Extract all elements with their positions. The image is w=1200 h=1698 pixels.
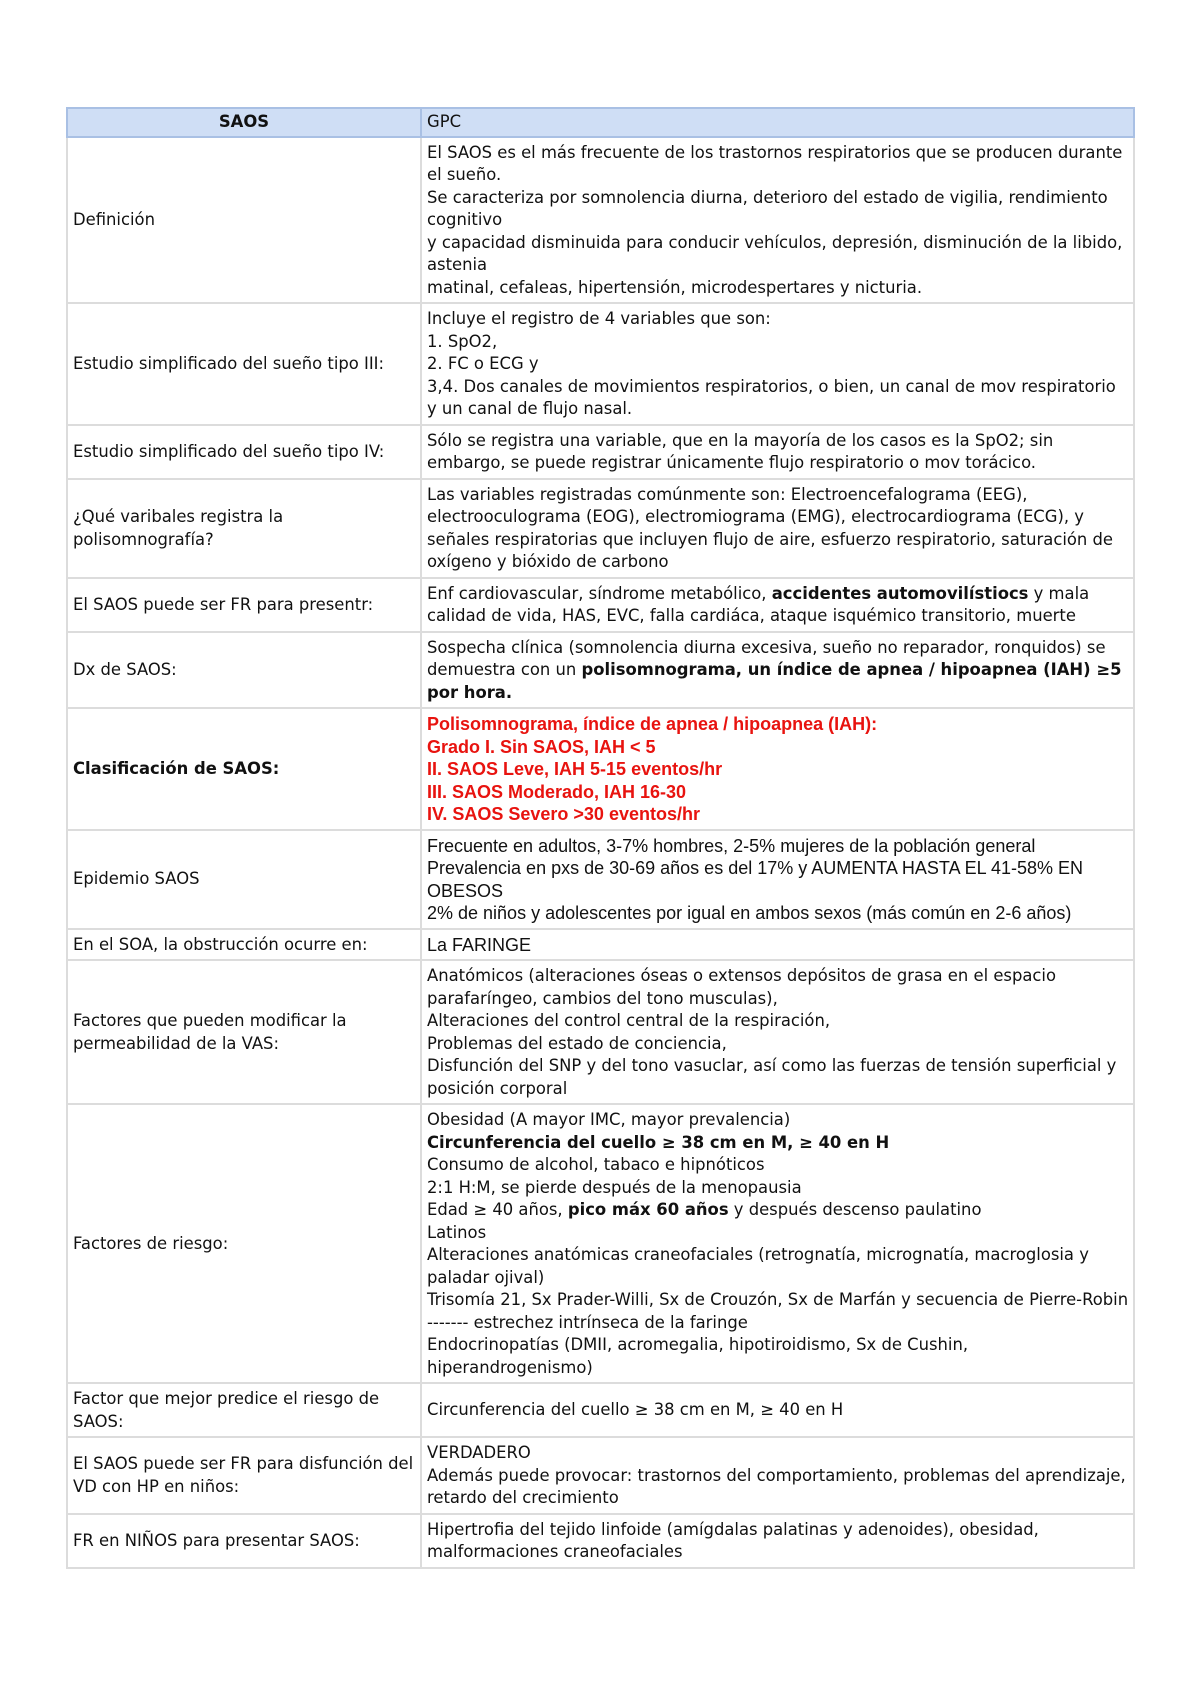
answer-line: Disfunción del SNP y del tono vasuclar, así como las fuerzas de tensión superficial y posición corporal xyxy=(427,1056,1117,1098)
answer-line: Se caracteriza por somnolencia diurna, deterioro del estado de vigilia, rendimiento cognitivo xyxy=(427,187,1108,229)
answer-line: Prevalencia en pxs de 30-69 años es del 17% y AUMENTA HASTA EL 41-58% EN OBESOS xyxy=(427,858,1084,901)
row-question: ¿Qué varibales registra la polisomnografía? xyxy=(67,479,421,578)
answer-text: Sospecha clínica (somnolencia diurna excesiva, sueño no reparador, ronquidos) se demuestra con un xyxy=(427,637,1106,679)
answer-bold-text: polisomnograma, un índice de apnea / hipoapnea (IAH) ≥5 por hora. xyxy=(427,660,1122,702)
classification-line: II. SAOS Leve, IAH 5-15 eventos/hr xyxy=(427,759,723,779)
table-row xyxy=(67,1514,1134,1568)
row-question: Estudio simplificado del sueño tipo IV: xyxy=(67,425,421,479)
row-question: Factor que mejor predice el riesgo de SAOS: xyxy=(67,1383,421,1437)
answer-line xyxy=(427,1199,1129,1222)
row-question: FR en NIÑOS para presentar SAOS: xyxy=(67,1514,421,1568)
row-answer: Hipertrofia del tejido linfoide (amígdalas palatinas y adenoides), obesidad, malformaciones craneofaciales xyxy=(421,1514,1134,1568)
answer-line: Consumo de alcohol, tabaco e hipnóticos xyxy=(427,1155,765,1174)
answer-line: Además puede provocar: trastornos del comportamiento, problemas del aprendizaje, retardo del crecimiento xyxy=(427,1465,1126,1507)
row-question: El SAOS puede ser FR para disfunción del VD con HP en niños: xyxy=(67,1437,421,1514)
row-answer xyxy=(421,137,1134,304)
answer-line: Incluye el registro de 4 variables que son: xyxy=(427,309,771,328)
answer-line: El SAOS es el más frecuente de los trastornos respiratorios que se producen durante el sueño. xyxy=(427,142,1123,184)
row-answer xyxy=(421,708,1134,830)
row-answer xyxy=(421,632,1134,709)
answer-line: Alteraciones del control central de la respiración, xyxy=(427,1011,831,1030)
row-question: Dx de SAOS: xyxy=(67,632,421,709)
answer-line: 2. FC o ECG y xyxy=(427,354,539,373)
classification-line: Polisomnograma, índice de apnea / hipoapnea (IAH): xyxy=(427,714,878,734)
table-row xyxy=(67,479,1134,578)
classification-line: Grado I. Sin SAOS, IAH < 5 xyxy=(427,736,656,757)
row-answer xyxy=(421,303,1134,425)
answer-line: 1. SpO2, xyxy=(427,331,498,351)
table-header-row xyxy=(67,108,1134,137)
table-row xyxy=(67,578,1134,632)
classification-line: IV. SAOS Severo >30 eventos/hr xyxy=(427,804,700,824)
row-answer xyxy=(421,960,1134,1104)
answer-line: Endocrinopatías (DMII, acromegalia, hipotiroidismo, Sx de Cushin, hiperandrogenismo) xyxy=(427,1335,969,1377)
saos-table xyxy=(66,107,1135,1569)
row-question: Epidemio SAOS xyxy=(67,830,421,929)
row-answer: La FARINGE xyxy=(421,929,1134,961)
answer-text: Edad ≥ 40 años, xyxy=(427,1200,568,1219)
table-row xyxy=(67,303,1134,425)
row-question: Estudio simplificado del sueño tipo III: xyxy=(67,303,421,425)
row-question: Factores de riesgo: xyxy=(67,1104,421,1383)
answer-line: Frecuente en adultos, 3-7% hombres, 2-5% mujeres de la población general xyxy=(427,835,1036,856)
table-row xyxy=(67,960,1134,1104)
answer-line: 3,4. Dos canales de movimientos respiratorios, o bien, un canal de mov respiratorio y un canal de flujo nasal. xyxy=(427,376,1116,418)
answer-line: Anatómicos (alteraciones óseas o extensos depósitos de grasa en el espacio parafaríngeo, cambios del tono musculas), xyxy=(427,966,1056,1008)
table-row xyxy=(67,137,1134,304)
row-answer xyxy=(421,1437,1134,1514)
answer-line: 2% de niños y adolescentes por igual en ambos sexos (más común en 2-6 años) xyxy=(427,903,1072,923)
answer-bold-text: accidentes automovilístiocs xyxy=(771,583,1029,603)
table-row xyxy=(67,830,1134,929)
table-row xyxy=(67,708,1134,830)
answer-line: Obesidad (A mayor IMC, mayor prevalencia) xyxy=(427,1110,791,1129)
table-row xyxy=(67,425,1134,479)
answer-line: 2:1 H:M, se pierde después de la menopausia xyxy=(427,1177,802,1197)
table-row xyxy=(67,1437,1134,1514)
answer-text: y después descenso paulatino xyxy=(728,1200,982,1219)
answer-line: Latinos xyxy=(427,1222,487,1242)
answer-line: y capacidad disminuida para conducir vehículos, depresión, disminución de la libido, astenia xyxy=(427,232,1123,274)
answer-line: Trisomía 21, Sx Prader-Willi, Sx de Crouzón, Sx de Marfán y secuencia de Pierre-Robin ------- estrechez intrínseca de la faringe xyxy=(427,1290,1129,1332)
table-row xyxy=(67,1383,1134,1437)
header-saos: SAOS xyxy=(67,108,421,137)
answer-bold-line: Circunferencia del cuello ≥ 38 cm en M, ≥ 40 en H xyxy=(427,1132,890,1152)
answer-line: Alteraciones anatómicas craneofaciales (retrognatía, micrognatía, macroglosia y paladar ojival) xyxy=(427,1245,1089,1287)
row-answer xyxy=(421,1104,1134,1383)
row-question: Clasificación de SAOS: xyxy=(67,708,421,830)
row-answer: Sólo se registra una variable, que en la mayoría de los casos es la SpO2; sin embargo, se puede registrar únicamente flujo respiratorio o mov torácico. xyxy=(421,425,1134,479)
row-answer: Las variables registradas comúnmente son: Electroencefalograma (EEG), electrooculograma (EOG), electromiograma (EMG), electrocardiograma (ECG), y señales respiratorias que incluyen flujo de aire, esfuerzo respiratorio, saturación de oxígeno y bióxido de carbono xyxy=(421,479,1134,578)
row-answer xyxy=(421,578,1134,632)
row-question: Factores que pueden modificar la permeabilidad de la VAS: xyxy=(67,960,421,1104)
row-question: En el SOA, la obstrucción ocurre en: xyxy=(67,929,421,961)
answer-text: Enf cardiovascular, síndrome metabólico, xyxy=(427,583,772,603)
row-answer xyxy=(421,830,1134,929)
table-row xyxy=(67,929,1134,961)
row-question: El SAOS puede ser FR para presentr: xyxy=(67,578,421,632)
answer-text: y mala calidad de vida, HAS, EVC, falla cardiáca, ataque isquémico transitorio, muerte xyxy=(427,583,1090,625)
answer-line: VERDADERO xyxy=(427,1443,531,1462)
classification-line: III. SAOS Moderado, IAH 16-30 xyxy=(427,781,687,802)
row-answer: Circunferencia del cuello ≥ 38 cm en M, ≥ 40 en H xyxy=(421,1383,1134,1437)
answer-bold-text: pico máx 60 años xyxy=(567,1200,729,1219)
table-row xyxy=(67,632,1134,709)
row-question: Definición xyxy=(67,137,421,304)
header-gpc: GPC xyxy=(421,108,1134,137)
answer-line: matinal, cefaleas, hipertensión, microdespertares y nicturia. xyxy=(427,277,923,297)
table-row xyxy=(67,1104,1134,1383)
answer-line: Problemas del estado de conciencia, xyxy=(427,1033,727,1053)
